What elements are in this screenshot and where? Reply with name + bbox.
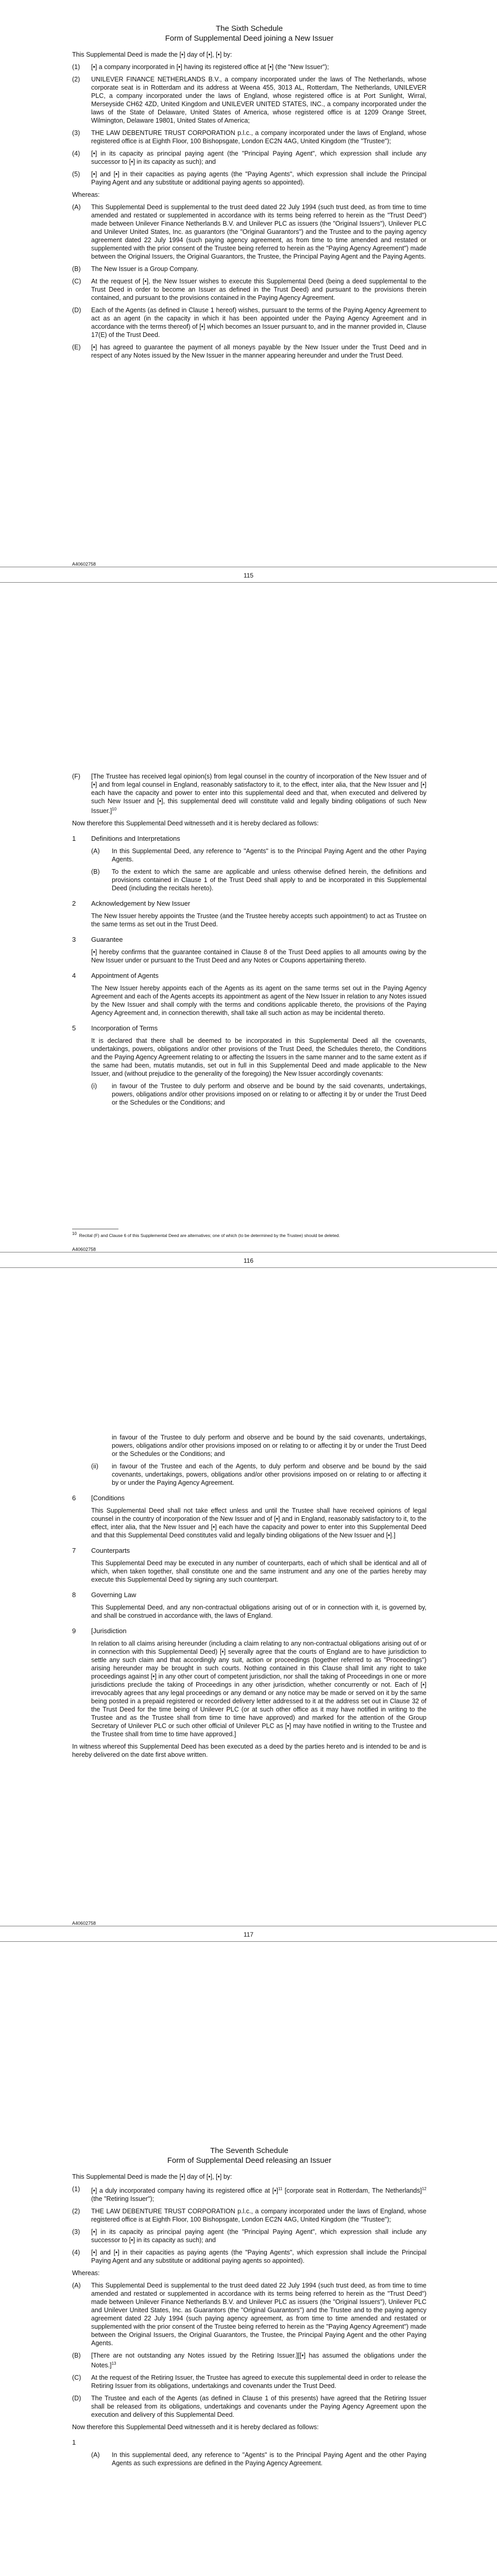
clause-text: This Supplemental Deed may be executed in any number of counterparts, each of which shall be identical and all of which, when taken together, shall constitute one and the same instrument and any one of the parties hereby may execute this Supplemental Deed by signing any such counterpart. <box>91 1560 426 1583</box>
footnote-ref: 11 <box>278 2187 283 2191</box>
party-2: (2) UNILEVER FINANCE NETHERLANDS B.V., a company incorporated under the laws of The Netherlands, whose corporate seat is in Rotterdam and its address at Weena 455, 3013 AL, Rotterdam, The Netherlands, UNILEVER PLC, a company incorporated under the laws of England, whose registered office is at Port Sunlight, Wirral, Merseyside CH62 4ZD, United Kingdom and UNILEVER UNITED STATES, INC., a company incorporated under the laws of the State of Delaware, United States of America, whose registered office is at 1209 Orange Street, Wilmington, Delaware 19801, United States of America; <box>72 76 426 124</box>
footnotes <box>72 1229 427 1239</box>
clause-heading: 1 <box>72 2438 76 2447</box>
page-118-content <box>72 2146 426 2471</box>
clause-item: (A) In this supplemental deed, any reference to "Agents" is to the Principal Paying Agent and the other Paying Agents as such expressions are defined in the Paying Agency Agreement. <box>91 2451 426 2467</box>
page-116-content <box>72 772 426 1111</box>
witnesseth: Now therefore this Supplemental Deed witnesseth and it is hereby declared as follows: <box>72 2424 319 2431</box>
page-115-content <box>72 24 426 364</box>
footnote: $^{10}$ Recital (F) and Clause 6 of this Supplemental Deed are alternatives; one of which (to be determined by the Trustee) should be deleted. <box>72 1231 340 1238</box>
clause-heading: 4 Appointment of Agents <box>72 972 159 980</box>
footnote-ref: 13 <box>111 2361 116 2366</box>
clause-heading: 2 Acknowledgement by New Issuer <box>72 900 191 908</box>
clause-text: This Supplemental Deed, and any non-contractual obligations arising out of or in connection with it, is governed by, and shall be construed in accordance with, the laws of England. <box>91 1604 426 1619</box>
schedule-subtitle: Form of Supplemental Deed releasing an Issuer <box>167 2156 332 2165</box>
document-reference: A40602758 <box>72 1247 96 1252</box>
clause-item: (A) In this Supplemental Deed, any reference to "Agents" is to the Principal Paying Agent and the other Paying Agents. <box>91 848 426 863</box>
in-witness-whereof: In witness whereof this Supplemental Deed has been executed as a deed by the parties hereto and is intended to be and is hereby delivered on the date first above written. <box>72 1743 426 1758</box>
party-2: (2) THE LAW DEBENTURE TRUST CORPORATION p.l.c., a company incorporated under the laws of England, whose registered office is at Eighth Floor, 100 Bishopsgate, London EC2N 4AG, United Kingdom (the "Trustee"); <box>72 2208 426 2224</box>
clause-text: This Supplemental Deed shall not take effect unless and until the Trustee shall have received opinions of legal counsel in the country of incorporation of the New Issuer and of [•] and in England, reasonably satisfactory to it, to the effect, inter alia, that the New Issuer and [•] each have the capacity and power to enter into this Supplemental Deed and that this Supplemental Deed constitutes valid and legally binding obligations of the New Issuer and [•].] <box>91 1507 426 1539</box>
page-number: 115 <box>243 572 254 579</box>
party-4: (4) [•] and [•] in their capacities as paying agents (the "Paying Agents", which expression shall include the Principal Paying Agent and any substitute or additional paying agents so appointed). <box>72 2249 426 2265</box>
clause-heading: 8 Governing Law <box>72 1591 136 1599</box>
page-117 <box>0 1406 497 2110</box>
clause-text: It is declared that there shall be deemed to be incorporated in this Supplemental Deed all the covenants, undertakings, powers, obligations and/or other provisions of the Trust Deed, the Schedules thereto, the Conditions and the Paying Agency Agreement relating to or affecting the Issuers in the same manner and to the same extent as if the same had been, mutatis mutandis, set out in full in this Supplemental Deed and made applicable to the New Issuer, and (without prejudice to the generality of the foregoing) the New Issuer accordingly covenants: <box>91 1037 426 1078</box>
page-116 <box>0 703 497 1406</box>
page-number: 116 <box>243 1257 254 1264</box>
page-divider <box>0 1267 497 1268</box>
whereas-heading: Whereas: <box>72 191 100 198</box>
recital-b: (B) The New Issuer is a Group Company. <box>72 265 199 273</box>
page-divider <box>0 1941 497 1942</box>
page-divider <box>0 582 497 583</box>
clause-item: (B) To the extent to which the same are applicable and unless otherwise defined herein, the definitions and provisions contained in Clause 1 of the Trust Deed shall apply to and be incorporated in this Supplemental Deed (including the recitals hereto). <box>91 868 426 892</box>
clause-heading: 9 [Jurisdiction <box>72 1627 127 1635</box>
whereas-heading: Whereas: <box>72 2269 100 2277</box>
recital-e: (E) [•] has agreed to guarantee the payment of all moneys payable by the New Issuer under the Trust Deed and in respect of any Notes issued by the New Issuer in the manner appearing hereunder and under the Trust Deed. <box>72 344 426 359</box>
page-117-content <box>72 1433 426 1763</box>
page-115 <box>0 0 497 703</box>
party-4: (4) [•] in its capacity as principal paying agent (the "Principal Paying Agent", which expression shall include any successor to [•] in its capacity as such); and <box>72 150 426 165</box>
clause-text-continued: in favour of the Trustee to duly perform and observe and be bound by the said covenants, undertakings, powers, obligations and/or other provisions imposed on or relating to or affecting it by or under the Trust Deed or the Schedules or the Conditions; and <box>112 1434 426 1458</box>
recital-c: (C) At the request of [•], the New Issuer wishes to execute this Supplemental Deed (being a deed supplemental to the Trust Deed in order to become an Issuer as defined in the Trust Deed) and pursuant to the provisions therein contained, and pursuant to the provisions contained in the Paying Agency Agreement. <box>72 278 426 301</box>
clause-text: The New Issuer hereby appoints each of the Agents as its agent on the same terms set out in the Paying Agency Agreement and each of the Agents accepts its appointment as agent of the New Issuer in relation to any Notes issued by the New Issuer and shall comply with the terms and conditions applicable thereto, the provisions of the Paying Agency Agreement and, in connection therewith, shall take all such action as may be incidental thereto. <box>91 985 426 1017</box>
page-118 <box>0 2110 497 2576</box>
clause-heading: 5 Incorporation of Terms <box>72 1024 158 1032</box>
clause-heading: 3 Guarantee <box>72 936 123 944</box>
party-5: (5) [•] and [•] in their capacities as paying agents (the "Paying Agents", which expression shall include the Principal Paying Agent and any substitute or additional paying agents so appointed). <box>72 171 426 186</box>
document-reference: A40602758 <box>72 562 96 567</box>
party-3: (3) THE LAW DEBENTURE TRUST CORPORATION p.l.c., a company incorporated under the laws of England, whose registered office is at Eighth Floor, 100 Bishopsgate, London EC2N 4AG, United Kingdom (the "Trustee"); <box>72 129 426 145</box>
clause-heading: 6 [Conditions <box>72 1494 125 1502</box>
document-reference: A40602758 <box>72 1921 96 1926</box>
clause-heading: 1 Definitions and Interpretations <box>72 835 180 843</box>
clause-heading: 7 Counterparts <box>72 1547 130 1554</box>
footnote-ref: 12 <box>422 2187 426 2191</box>
schedule-title: The Sixth Schedule <box>215 24 283 33</box>
party-1: (1) [•] a company incorporated in [•] having its registered office at [•] (the "New Issuer"); <box>72 63 329 71</box>
party-3: (3) [•] in its capacity as principal paying agent (the "Principal Paying Agent", which expression shall include any successor to [•] in its capacity as such); and <box>72 2228 426 2244</box>
recital-d: (D) Each of the Agents (as defined in Clause 1 hereof) wishes, pursuant to the terms of the Paying Agency Agreement to act as an agent (in the capacity in which it has been appointed under the Paying Agency Agreement and in accordance with the terms thereof) of [•] which becomes an Issuer pursuant to, and in the manner provided in, Clause 17(E) of the Trust Deed. <box>72 307 426 338</box>
party-1: (1) [•] a duly incorporated company having its registered office at [•]$^{11}$ [corporate seat in Rotterdam, The Netherlands]$^{12}$ (the "Retiring Issuer"); <box>72 2185 426 2203</box>
clause-text: [•] hereby confirms that the guarantee contained in Clause 8 of the Trust Deed applies to all amounts owing by the New Issuer under or pursuant to the Trust Deed and any Notes or Coupons appertaining thereto. <box>91 948 426 964</box>
recital-b: (B) [There are not outstanding any Notes issued by the Retiring Issuer.][[•] has assumed the obligations under the Notes.]$^{13}$ <box>72 2352 426 2369</box>
clause-item: (ii) in favour of the Trustee and each of the Agents, to duly perform and observe and be bound by the said covenants, undertakings, powers, obligations and/or other provisions imposed on or relating to or affecting it by or under the Paying Agency Agreement. <box>91 1463 426 1486</box>
footnote-ref: 10 <box>112 807 117 811</box>
deed-intro: This Supplemental Deed is made the [•] day of [•], [•] by: <box>72 51 232 58</box>
recital-d: (D) The Trustee and each of the Agents (as defined in Clause 1 of this presents) have agreed that the Retiring Issuer shall be released from its obligations, undertakings and covenants under the Paying Agency Agreement upon the execution and delivery of this Supplemental Deed. <box>72 2395 426 2419</box>
recital-a: (A) This Supplemental Deed is supplemental to the trust deed dated 22 July 1994 (such trust deed, as from time to time amended and restated or supplemented in accordance with its terms being referred to herein as the "Trust Deed") made between Unilever Finance Netherlands B.V. and Unilever PLC as issuers (the "Original Issuers"), Unilever PLC and Unilever United States, Inc. as Guarantors (the "Original Guarantors") and the Trustee and to the paying agency agreement dated 22 July 1994 (such paying agency agreement, as from time to time amended and restated or supplemented with the prior consent of the Trustee being referred to herein as the "Paying Agency Agreement") made between the Original Issuers, the Original Guarantors, the Trustee, the Principal Paying Agent and the other Paying Agents. <box>72 2282 426 2347</box>
recital-a: (A) This Supplemental Deed is supplemental to the trust deed dated 22 July 1994 (such trust deed, as from time to time amended and restated or supplemented in accordance with its terms being referred to herein as the "Trust Deed") made between Unilever Finance Netherlands B.V. and Unilever PLC as issuers (the "Original Issuers"), Unilever PLC and Unilever United States, Inc. as guarantors (the "Original Guarantors") and the Trustee and to the paying agency agreement dated 22 July 1994 (such paying agency agreement, as from time to time amended and restated or supplemented with the prior consent of the Trustee being referred to herein as the "Paying Agency Agreement") made between the Original Issuers, the Original Guarantors, the Trustee, the Principal Paying Agent and the Paying Agents. <box>72 204 426 260</box>
page-number: 117 <box>243 1931 254 1938</box>
clause-item: (i) in favour of the Trustee to duly perform and observe and be bound by the said covenants, undertakings, powers, obligations and/or other provisions imposed on or relating to or affecting it by or under the Trust Deed or the Schedules or the Conditions; and <box>91 1082 426 1107</box>
deed-intro: This Supplemental Deed is made the [•] day of [•], [•] by: <box>72 2173 232 2180</box>
schedule-title: The Seventh Schedule <box>210 2146 288 2155</box>
clause-text: The New Issuer hereby appoints the Trustee (and the Trustee hereby accepts such appointment) to act as Trustee on the same terms as set out in the Trust Deed. <box>91 912 426 928</box>
recital-c: (C) At the request of the Retiring Issuer, the Trustee has agreed to execute this supplemental deed in order to release the Retiring Issuer from its obligations, undertakings and covenants under the Trust Deed. <box>72 2374 426 2390</box>
recital-f: (F) [The Trustee has received legal opinion(s) from legal counsel in the country of incorporation of the New Issuer and of [•] and from legal counsel in England, reasonably satisfactory to it, to the effect, inter alia, that the New Issuer and [•] each have the capacity and power to enter into this supplemental deed and that, when executed and delivered by such New Issuer and [•], this supplemental deed will constitute valid and legally binding obligations of such New Issuer.]$^{10}$ <box>72 773 426 815</box>
schedule-subtitle: Form of Supplemental Deed joining a New Issuer <box>165 34 334 43</box>
witnesseth: Now therefore this Supplemental Deed witnesseth and it is hereby declared as follows: <box>72 820 319 827</box>
clause-text: In relation to all claims arising hereunder (including a claim relating to any non-contractual obligations arising out of or in connection with this Supplemental Deed) [•] severally agree that the courts of England are to have jurisdiction to settle any such claim and that accordingly any suit, action or proceedings (together referred to as "Proceedings") arising hereunder may be brought in such courts. Nothing contained in this Clause shall limit any right to take proceedings against [•] in any other court of competent jurisdiction, nor shall the taking of Proceedings in one or more jurisdictions preclude the taking of Proceedings in any other jurisdiction, whether concurrently or not. Each of [•] irrevocably agrees that any legal proceedings or any demand or any notice may be made or served on it by the same being posted in a prepaid registered or recorded delivery letter addressed to it at the address set out in Clause 32 of the Trust Deed for the time being of Unilever PLC (or at such other office as it may have notified in writing to the Trustee and as the Trustee shall from time to time have approved) and marked for the attention of the Group Secretary of Unilever PLC or such other official of Unilever PLC as [•] may have notified in writing to the Trustee and the Trustee shall from time to time have approved.] <box>91 1640 426 1738</box>
